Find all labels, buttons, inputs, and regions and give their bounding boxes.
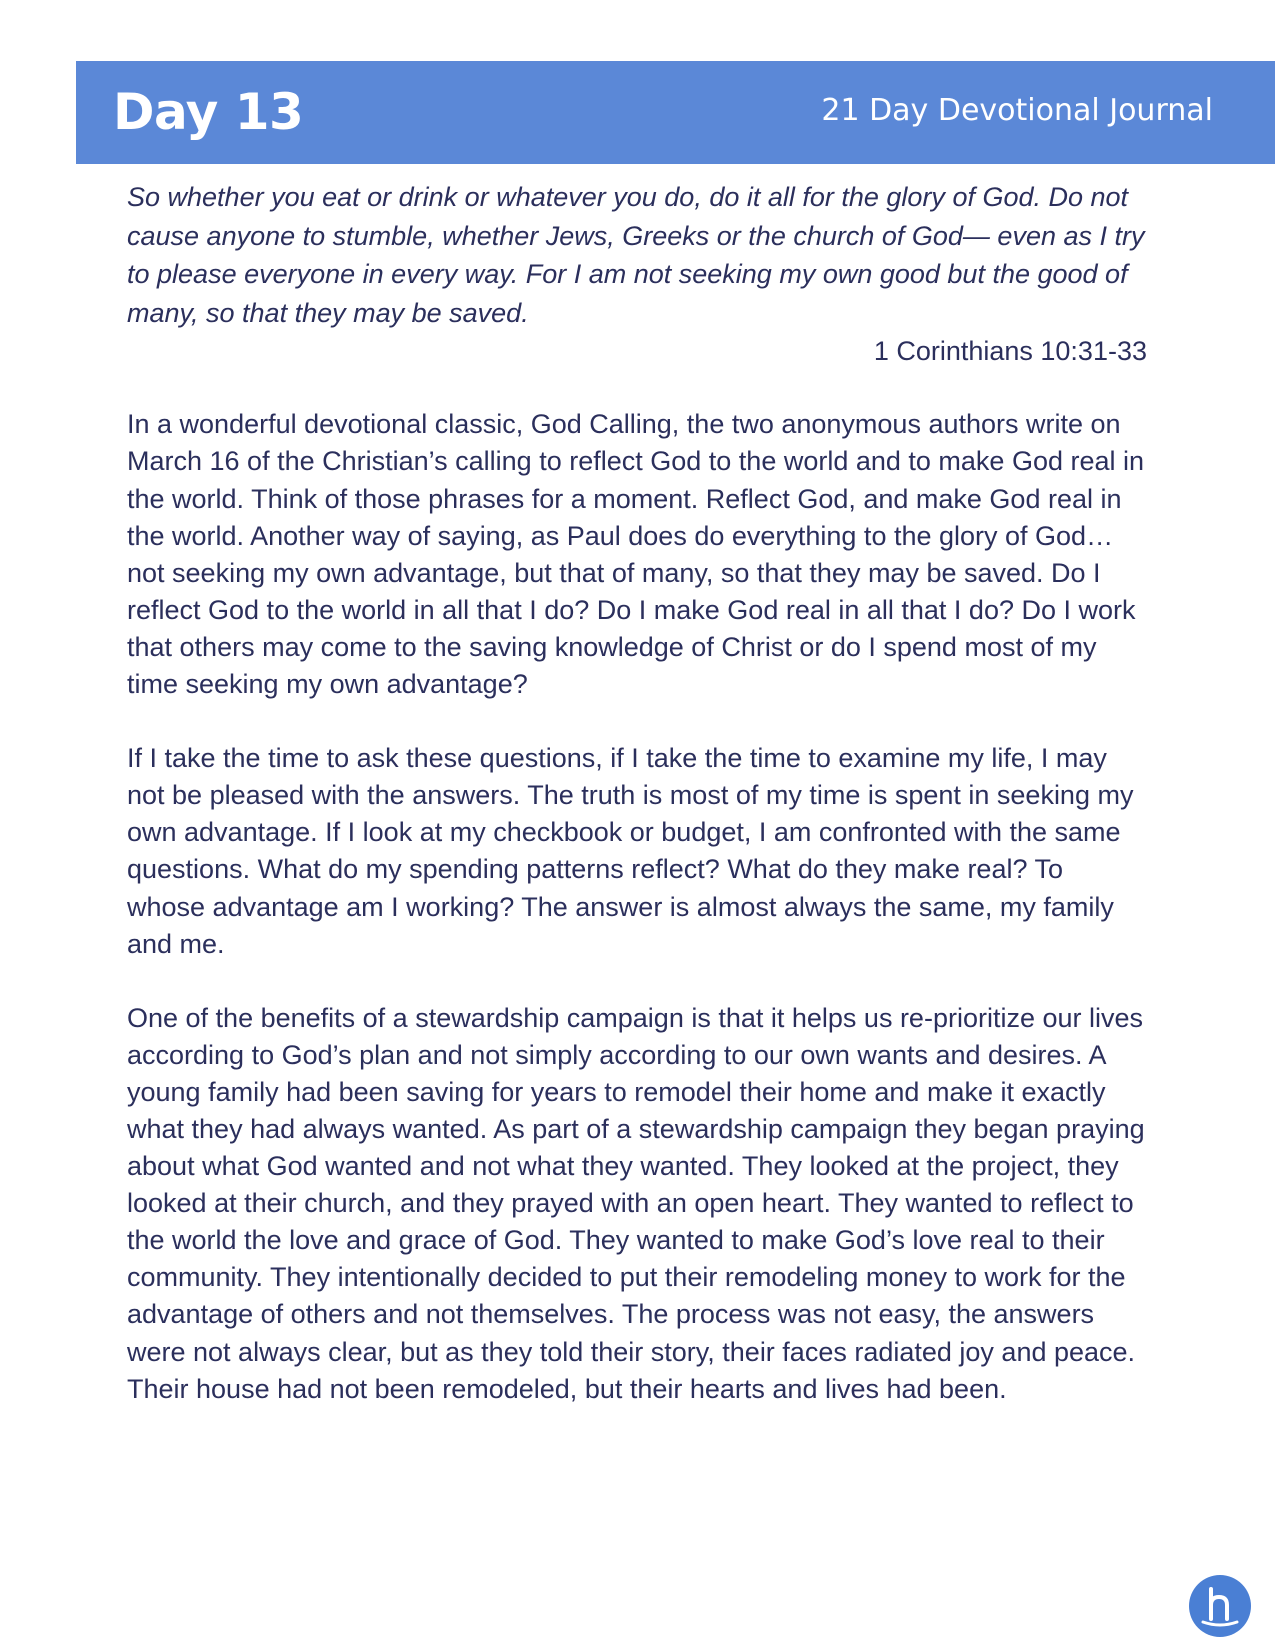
day-title: Day 13 bbox=[113, 83, 304, 141]
page-header bbox=[76, 61, 1275, 164]
page-content bbox=[127, 178, 1147, 1408]
scripture-text: So whether you eat or drink or whatever you do, do it all for the glory of God. Do not cause anyone to stumble, whether Jews, Greeks or the church of God— even as I try to please everyone in every way. For I am not seeking my own good but the good of many, so that they may be saved. bbox=[127, 182, 1145, 328]
body-paragraph-2: If I take the time to ask these questions, if I take the time to examine my life, I may not be pleased with the answers. The truth is most of my time is spent in seeking my own advantage. If I look at my checkbook or budget, I am confronted with the same questions. What do my spending patterns reflect? What do they make real? To whose advantage am I working? The answer is almost always the same, my family and me. bbox=[127, 743, 1134, 959]
body-paragraph-1: In a wonderful devotional classic, God Calling, the two anonymous authors write on March 16 of the Christian’s calling to reflect God to the world and to make God real in the world. Think of those phrases for a moment. Reflect God, and make God real in the world. Another way of saying, as Paul does do everything to the glory of God…not seeking my own advantage, but that of many, so that they may be saved. Do I reflect God to the world in all that I do? Do I make God real in all that I do? Do I work that others may come to the saving knowledge of Christ or do I spend most of my time seeking my own advantage? bbox=[127, 409, 1145, 700]
scripture-reference: 1 Corinthians 10:31-33 bbox=[873, 336, 1147, 367]
journal-title: 21 Day Devotional Journal bbox=[821, 93, 1213, 128]
h-logo-icon bbox=[1189, 1575, 1251, 1637]
body-paragraph-3: One of the benefits of a stewardship campaign is that it helps us re-prioritize our lives according to God’s plan and not simply according to our own wants and desires. A young family had been saving for years to remodel their home and make it exactly what they had always wanted. As part of a stewardship campaign they began praying about what God wanted and not what they wanted. They looked at the project, they looked at their church, and they prayed with an open heart. They wanted to reflect to the world the love and grace of God. They wanted to make God’s love real to their community. They intentionally decided to put their remodeling money to work for the advantage of others and not themselves. The process was not easy, the answers were not always clear, but as they told their story, their faces radiated joy and peace. Their house had not been remodeled, but their hearts and lives had been. bbox=[127, 1002, 1145, 1404]
